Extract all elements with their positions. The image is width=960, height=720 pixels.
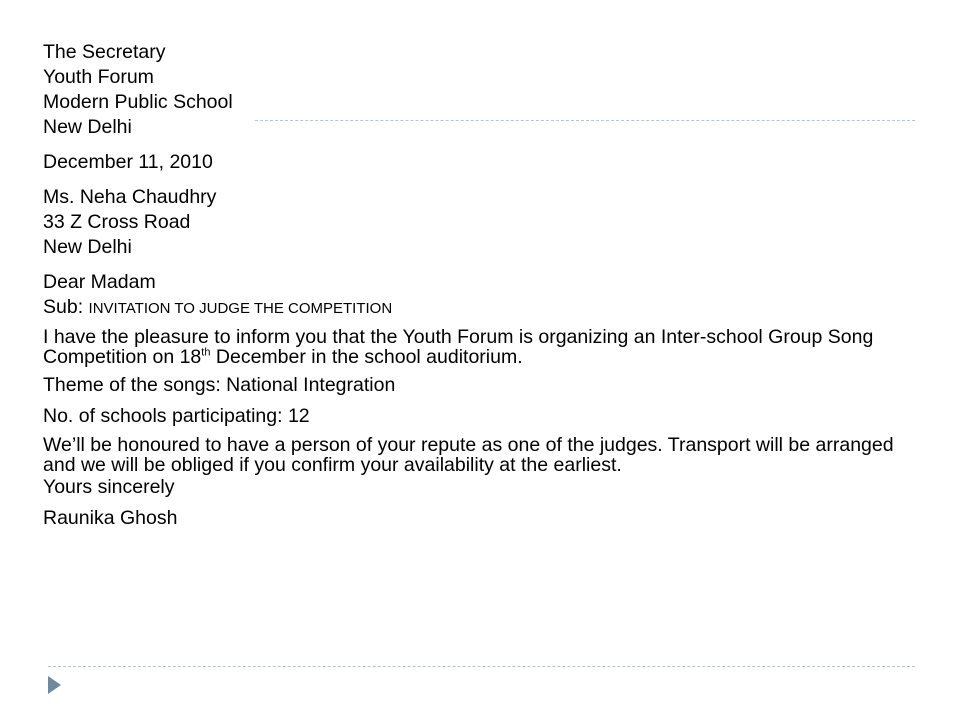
schools-line: No. of schools participating: 12 [43,405,310,427]
date-suffix: th [201,346,211,359]
closing: Yours sincerely [43,476,175,498]
paragraph-invitation [43,327,923,367]
sender-school: Modern Public School [43,91,233,113]
paragraph-invitation-text: I have the pleasure to inform you that the Youth Forum is organizing an Inter-school Group Song Competition on 18 [43,326,874,368]
sender-city: New Delhi [43,116,132,138]
salutation: Dear Madam [43,271,156,293]
subject-label: Sub: [43,296,84,318]
recipient-name: Ms. Neha Chaudhry [43,186,217,208]
recipient-city: New Delhi [43,236,132,258]
sender-title: The Secretary [43,41,166,63]
paragraph-request: We’ll be honoured to have a person of your repute as one of the judges. Transport will be arranged and we will be obliged if you confirm your availability at the earliest. [43,434,894,476]
letter-body [43,40,923,531]
sender-org: Youth Forum [43,66,154,88]
subject-line [43,295,923,321]
theme-line: Theme of the songs: National Integration [43,374,396,396]
letter-date: December 11, 2010 [43,151,213,173]
paragraph-invitation-end: December in the school auditorium. [210,346,523,368]
bottom-divider [48,666,915,667]
signature: Raunika Ghosh [43,507,178,529]
slide-bullet-icon [48,676,61,694]
subject-text: INVITATION TO JUDGE THE COMPETITION [88,300,393,317]
recipient-street: 33 Z Cross Road [43,211,191,233]
